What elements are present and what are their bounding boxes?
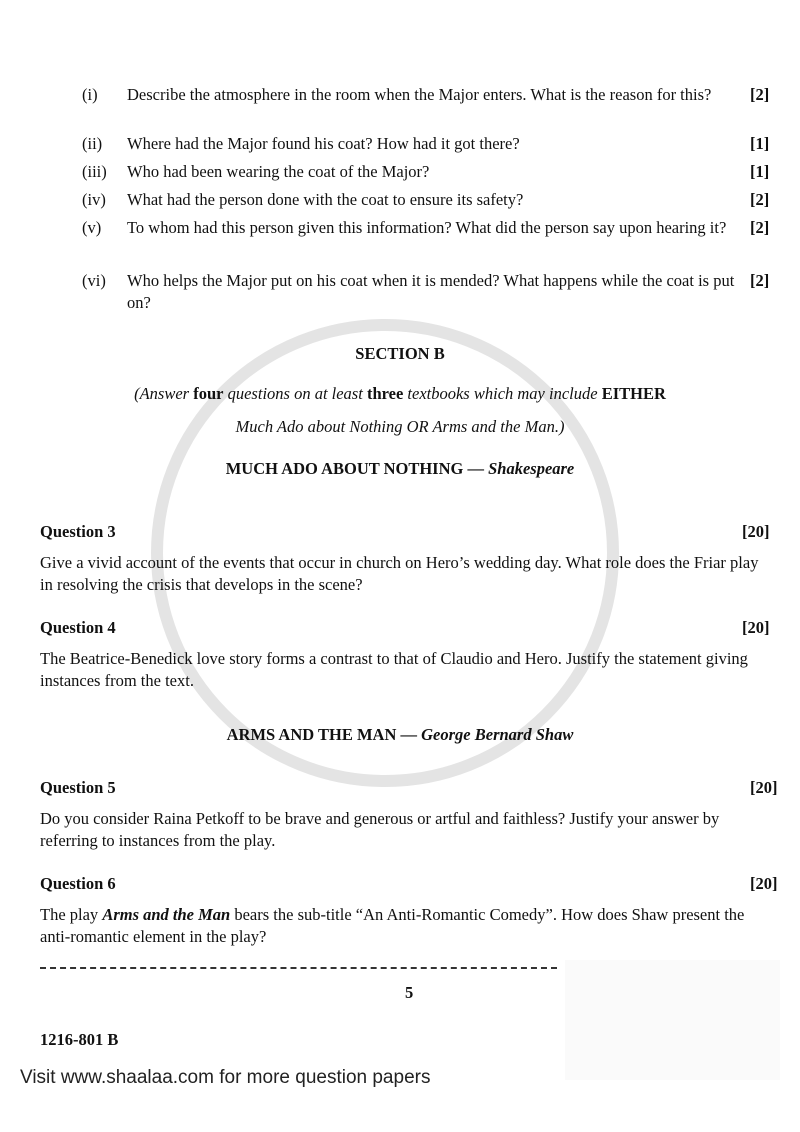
sub-question-number: (iii) — [82, 162, 107, 181]
marks: [1] — [750, 162, 770, 181]
sub-question-text: Describe the atmosphere in the room when the Major enters. What is the reason for this? — [127, 85, 712, 104]
sub-question-number: (vi) — [82, 271, 106, 290]
divider — [40, 967, 557, 969]
marks: [1] — [750, 134, 770, 153]
question-label: Question 4 — [40, 618, 116, 637]
sub-question-number: (ii) — [82, 134, 103, 153]
marks: [2] — [750, 271, 770, 290]
sub-question-text: What had the person done with the coat to ensure its safety? — [127, 190, 524, 209]
sub-question-number: (iv) — [82, 190, 106, 209]
sub-question-text: Who had been wearing the coat of the Major? — [127, 162, 430, 181]
section-title: SECTION B — [355, 344, 445, 363]
section-instructions-line2: Much Ado about Nothing OR Arms and the Man.) — [235, 417, 565, 436]
marks: [2] — [750, 218, 770, 237]
question-text: The Beatrice-Benedick love story forms a contrast to that of Claudio and Hero. Justify the statement giving instances from the text. — [40, 649, 748, 690]
paper-code: 1216-801 B — [40, 1030, 119, 1049]
sub-question-number: (i) — [82, 85, 98, 104]
marks: [2] — [750, 85, 770, 104]
question-text: Do you consider Raina Petkoff to be brave and generous or artful and faithless? Justify your answer by referring to instances from the play. — [40, 809, 720, 850]
sub-question-text: Where had the Major found his coat? How had it got there? — [127, 134, 520, 153]
page-number: 5 — [405, 983, 414, 1002]
sub-question-text: To whom had this person given this information? What did the person say upon hearing it? — [127, 218, 727, 237]
marks: [20] — [742, 618, 770, 637]
marks: [20] — [750, 874, 778, 893]
book-heading: ARMS AND THE MAN — George Bernard Shaw — [226, 725, 574, 744]
sub-question-text: Who helps the Major put on his coat when it is mended? What happens while the coat is put on? — [127, 271, 735, 312]
sub-question — [0, 84, 800, 128]
sub-question-number: (v) — [82, 218, 102, 237]
marks: [20] — [742, 522, 770, 541]
question-label: Question 6 — [40, 874, 116, 893]
marks: [2] — [750, 190, 770, 209]
marks: [20] — [750, 778, 778, 797]
scan-shade — [565, 960, 780, 1080]
section-instructions: (Answer four questions on at least three textbooks which may include EITHER — [134, 384, 666, 403]
footer-link[interactable]: Visit www.shaalaa.com for more question papers — [20, 1067, 431, 1088]
question-text: Give a vivid account of the events that occur in church on Hero’s wedding day. What role does the Friar play in resolving the crisis that develops in the scene? — [40, 553, 759, 594]
question-label: Question 5 — [40, 778, 116, 797]
question-text: The play Arms and the Man bears the sub-title “An Anti-Romantic Comedy”. How does Shaw present the anti-romantic element in the play? — [40, 905, 745, 946]
book-heading: MUCH ADO ABOUT NOTHING — Shakespeare — [225, 459, 575, 478]
question-label: Question 3 — [40, 522, 116, 541]
